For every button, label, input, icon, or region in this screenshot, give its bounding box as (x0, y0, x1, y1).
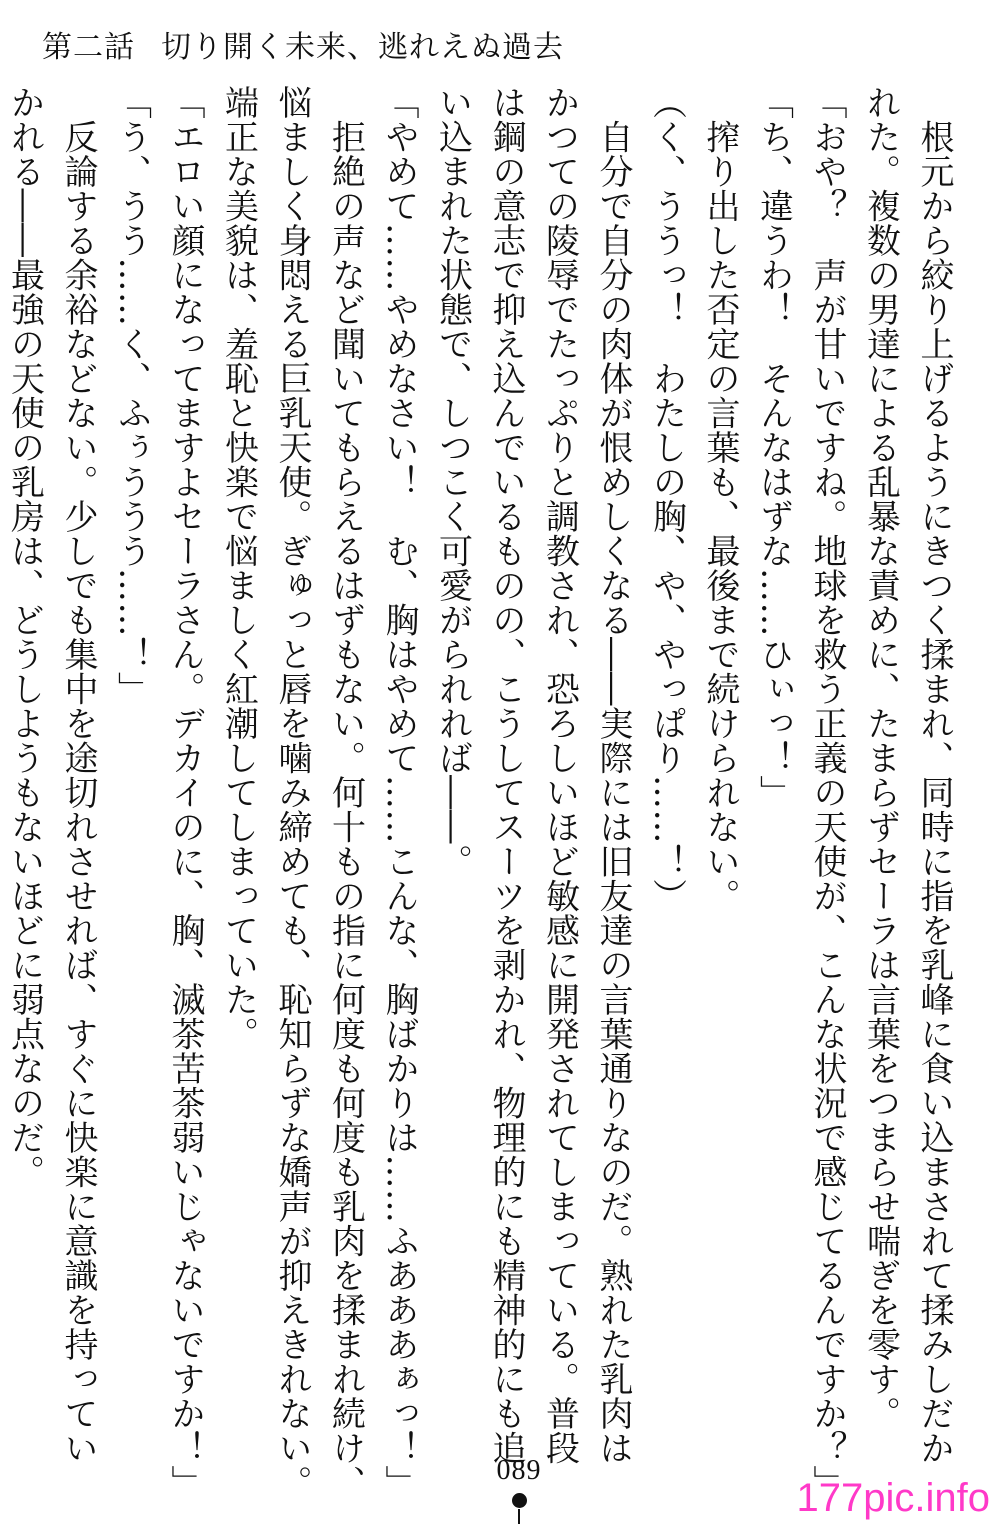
text-line: 搾り出した否定の言葉も、最後まで続けられない。 (700, 85, 740, 913)
text-line: かれる――最強の天使の乳房は、どうしようもないほどに弱点なのだ。 (4, 85, 45, 1189)
page-number: 089 (496, 1455, 542, 1486)
text-line: かつての陵辱でたっぷりと調教され、恐ろしいほど敏感に開発されてしまっている。普段 (539, 85, 580, 1465)
text-line: 端正な美貌は、羞恥と快楽で悩ましく紅潮してしまっていた。 (218, 85, 259, 1051)
page-marker-tick (518, 1509, 520, 1524)
page-header (42, 22, 564, 66)
page-marker-dot (512, 1493, 527, 1508)
text-line: は鋼の意志で抑え込んでいるものの、こうしてスーツを剥かれ、物理的にも精神的にも追 (486, 85, 526, 1465)
text-line: い込まれた状態で、しつこく可愛がられれば――。 (432, 85, 473, 879)
text-line: 「おや？ 声が甘いですね。地球を救う正義の天使が、こんな状況で感じてるんですか？」 (807, 85, 847, 1500)
chapter-label: 第二話 (42, 30, 135, 65)
text-line: 悩ましく身悶える巨乳天使。ぎゅっと唇を噛み締めても、恥知らずな嬌声が抑えきれない。 (272, 85, 312, 1500)
text-line: 「やめて……やめなさい！ む、胸はやめて……こんな、胸ばかりは……ふあああぁっ！」 (379, 85, 419, 1500)
text-line: 自分で自分の肉体が恨めしくなる――実際には旧友達の言葉通りなのだ。熟れた乳肉は (593, 85, 633, 1465)
text-line: 拒絶の声など聞いてもらえるはずもない。何十もの指に何度も何度も乳肉を揉まれ続け、 (325, 85, 366, 1500)
watermark: 177pic.info (796, 1476, 990, 1520)
text-line: 反論する余裕などない。少しでも集中を途切れさせれば、すぐに快楽に意識を持ってい (58, 85, 98, 1465)
text-line: 根元から絞り上げるようにきつく揉まれ、同時に指を乳峰に食い込まされて揉みしだか (914, 85, 954, 1465)
text-line: 「エロい顔になってますよセーラさん。デカイのに、胸、滅茶苦茶弱いじゃないですか！」 (165, 85, 205, 1500)
text-line: れた。複数の男達による乱暴な責めに、たまらずセーラは言葉をつまらせ喘ぎを零す。 (860, 85, 901, 1431)
chapter-title: 切り開く未来、逃れえぬ過去 (161, 30, 564, 65)
text-line: （く、ううっ！ わたしの胸、や、やっぱり……！） (646, 85, 687, 913)
text-line: 「ち、違うわ！ そんなはずな……ひぃっ！」 (753, 85, 794, 810)
text-line: 「う、うう……く、ふぅううう……！」 (111, 85, 152, 706)
